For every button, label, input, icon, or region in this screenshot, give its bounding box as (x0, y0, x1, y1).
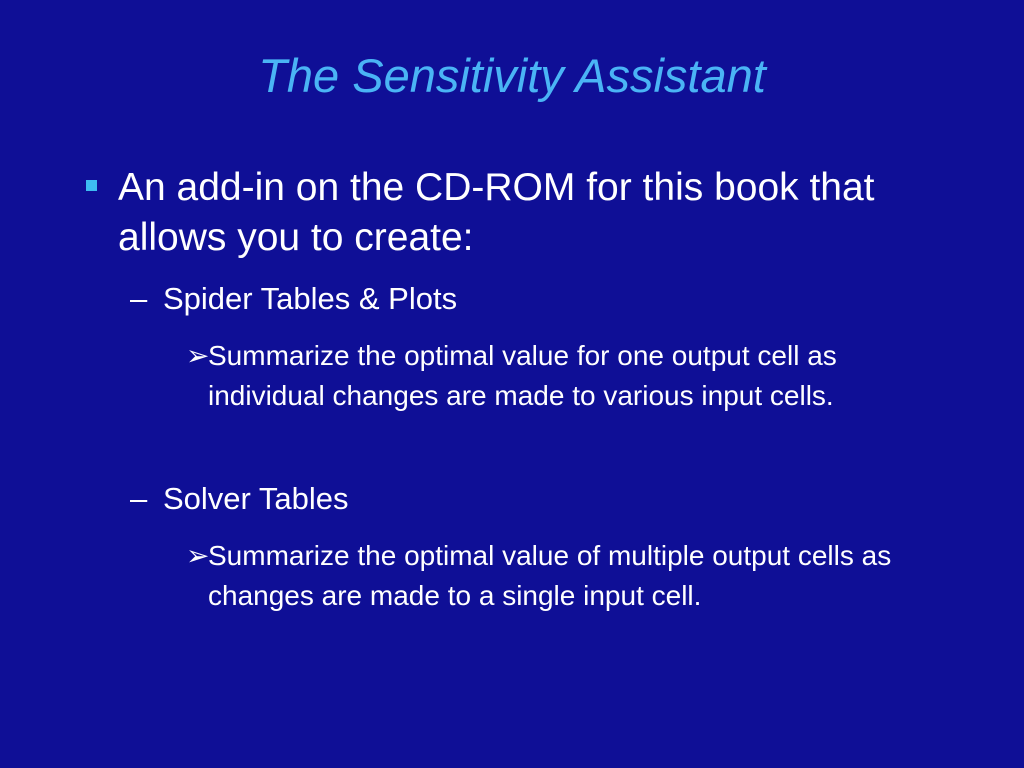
detail-spider-tables (208, 336, 948, 416)
arrowhead-bullet-icon: ➢ (186, 540, 210, 571)
sub-bullet-spider-tables: Spider Tables & Plots (163, 281, 458, 316)
detail-solver-tables (208, 536, 948, 616)
arrowhead-bullet-icon: ➢ (186, 340, 210, 371)
slide-title: The Sensitivity Assistant (258, 49, 766, 102)
sub-bullet-solver-tables: Solver Tables (163, 481, 349, 516)
detail-solver-tables-text: Summarize the optimal value of multiple output cells as changes are made to a single input cell. (208, 540, 892, 611)
dash-bullet-icon: – (130, 481, 148, 516)
dash-bullet-icon: – (130, 281, 148, 316)
detail-spider-tables-text: Summarize the optimal value for one output cell as individual changes are made to various input cells. (208, 340, 837, 411)
bullet-main: An add-in on the CD-ROM for this book that allows you to create: (118, 166, 875, 259)
square-bullet-icon (86, 180, 97, 191)
